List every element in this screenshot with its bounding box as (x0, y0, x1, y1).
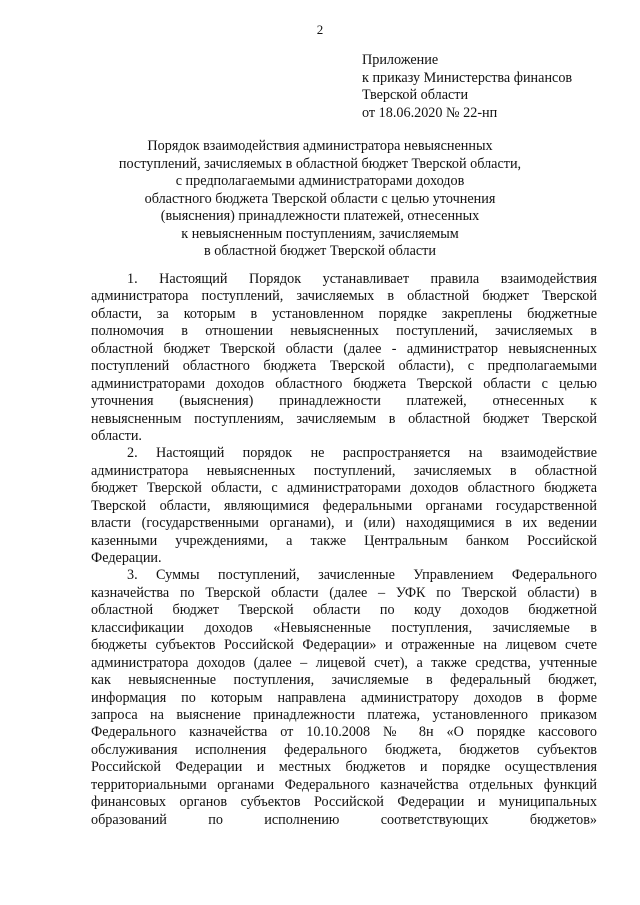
title-line: (выяснения) принадлежности платежей, отнесенных (160, 208, 480, 224)
paragraph-line: 1. Настоящий Порядок устанавливает правила взаимодействия (127, 271, 597, 287)
paragraph-line: Российской Федерации и местных бюджетов и порядке осуществления (91, 759, 597, 776)
title-line: к невыясненным поступлениям, зачисляемым (181, 225, 459, 242)
paragraph-line: казначейства по Тверской области (далее – УФК по Тверской области) в (91, 584, 597, 601)
document-body (91, 271, 597, 829)
paragraph-line: как невыясненные поступления, зачисляемые в федеральный бюджет, (91, 672, 597, 689)
paragraph-line: 2. Настоящий порядок не распространяется на взаимодействие (127, 445, 597, 462)
paragraph-line: невыясненным поступлениям, зачисляемым в областной бюджет Тверской (91, 410, 597, 427)
title-line: Порядок взаимодействия администратора невыясненных (147, 138, 493, 154)
page-number: 2 (316, 22, 324, 37)
appendix-line: от 18.06.2020 № 22-нп (362, 104, 498, 121)
paragraph-line: обслуживания исполнения федерального бюджета, бюджетов субъектов (91, 741, 597, 758)
paragraph-line: Федерального казначейства от 10.10.2008 № 8н «О порядке кассового (91, 724, 597, 741)
paragraph-line: области. (91, 427, 142, 444)
paragraph-line: поступлений областного бюджета Тверской области), с предполагаемыми (91, 358, 597, 375)
paragraph-line: запроса на выяснение принадлежности платежа, установленного приказом (91, 706, 597, 723)
paragraph-line: областной бюджет Тверской области по коду доходов бюджетной (91, 602, 597, 619)
appendix-line: Приложение (362, 52, 439, 68)
paragraph-line: классификации доходов «Невыясненные поступления, зачисляемые в (91, 619, 597, 636)
appendix-line: к приказу Министерства финансов (362, 69, 573, 86)
document-title (100, 138, 540, 261)
paragraph-line: бюджеты субъектов Российской Федерации» и отраженные на лицевом счете (91, 637, 597, 654)
paragraph-line: территориальными органами Федерального казначейства отдельных функций (91, 776, 597, 793)
paragraph-line: уточнения (выяснения) принадлежности платежей, отнесенных к (91, 393, 597, 410)
paragraph-line: Тверской области, являющимися федеральными органами государственной (91, 497, 597, 514)
paragraph-line: образований по исполнению соответствующих бюджетов» (91, 811, 597, 828)
paragraph-line: 3. Суммы поступлений, зачисленные Управлением Федерального (127, 567, 597, 584)
title-line: с предполагаемыми администраторами доходов (175, 173, 465, 189)
paragraph-2 (91, 445, 597, 567)
paragraph-3 (91, 567, 597, 829)
paragraph-line: администратора поступлений, зачисляемых в областной бюджет Тверской (91, 288, 597, 305)
paragraph-line: областной бюджет Тверской области (далее - администратор невыясненных (91, 340, 597, 357)
paragraph-line: власти (государственными органами), и (или) находящимися в их ведении (91, 515, 597, 532)
paragraph-line: Федерации. (91, 550, 162, 566)
paragraph-1 (91, 271, 597, 445)
title-line: в областной бюджет Тверской области (204, 243, 436, 259)
paragraph-line: бюджет Тверской области, с администраторами доходов областного бюджета (91, 480, 597, 497)
appendix-header (362, 52, 572, 122)
paragraph-line: казенными учреждениями, а также Центральным банком Российской (91, 532, 597, 549)
paragraph-line: администратора невыясненных поступлений, зачисляемых в областной (91, 462, 597, 479)
paragraph-line: администраторами доходов областного бюджета Тверской области с целью (91, 375, 597, 392)
paragraph-line: информация по которым направлена администратору доходов в форме (91, 689, 597, 706)
paragraph-line: полномочия в отношении невыясненных поступлений, зачисляемых в (91, 323, 597, 340)
paragraph-line: администратора доходов (далее – лицевой счет), а также средства, учтенные (91, 654, 597, 671)
title-line: поступлений, зачисляемых в областной бюджет Тверской области, (118, 155, 522, 172)
paragraph-line: области, за которым в установленном порядке закреплены бюджетные (91, 305, 597, 322)
title-line: областного бюджета Тверской области с целью уточнения (144, 190, 496, 207)
paragraph-line: финансовых органов субъектов Российской Федерации и муниципальных (91, 794, 597, 811)
appendix-line: Тверской области (362, 87, 469, 103)
